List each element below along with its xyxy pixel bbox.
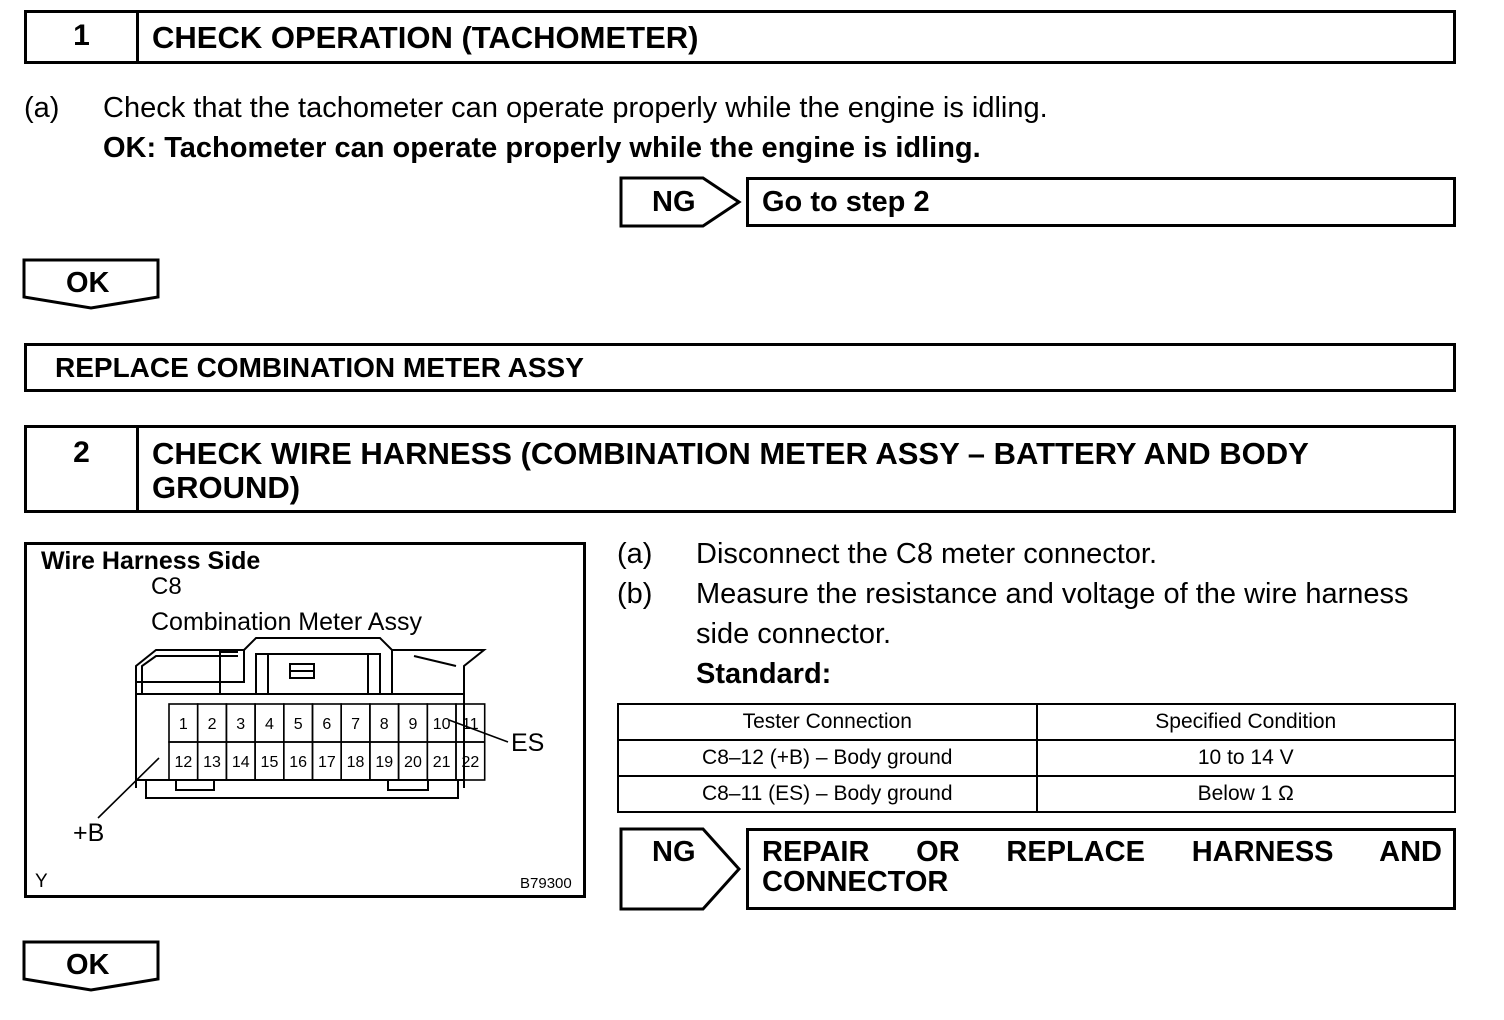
pin-number: 18 (346, 754, 365, 771)
pin-number: 4 (264, 716, 274, 733)
step1-ok-label: OK (66, 267, 110, 299)
step1-ng-action: Go to step 2 (762, 186, 930, 218)
pin-number: 17 (317, 754, 336, 771)
connector-name: Combination Meter Assy (151, 608, 422, 636)
table-row (618, 776, 1455, 812)
step2-title: CHECK WIRE HARNESS (COMBINATION METER ASSY – BATTERY AND BODY GROUND) (152, 436, 1309, 505)
pin-number: 1 (178, 716, 188, 733)
step1-title: CHECK OPERATION (TACHOMETER) (152, 20, 699, 55)
step2-ok-label: OK (66, 949, 110, 981)
pin-number: 10 (432, 716, 451, 733)
step2-item-b-marker: (b) (617, 578, 653, 610)
pin-number: 8 (379, 716, 389, 733)
pin-number: 15 (260, 754, 279, 771)
standard-label: Standard: (696, 658, 832, 690)
pin-number: 6 (322, 716, 332, 733)
spec-table (617, 703, 1456, 813)
pin-number: 7 (351, 716, 361, 733)
step2-item-a-marker: (a) (617, 538, 653, 570)
step2-number: 2 (27, 428, 139, 510)
pin-number: 13 (203, 754, 221, 771)
step2-ng-action-line2: CONNECTOR (762, 866, 949, 898)
pin-number: 9 (408, 716, 418, 733)
b-leader-line (98, 758, 159, 818)
pin-number: 14 (231, 754, 250, 771)
step1-item-a-text: Check that the tachometer can operate properly while the engine is idling. (103, 92, 1048, 124)
table-header-row (618, 704, 1455, 740)
figure-corner-code: Y (35, 871, 48, 892)
label-es: ES (511, 729, 545, 757)
pin-number: 12 (174, 754, 193, 771)
step1-result-box (24, 343, 1456, 392)
table-header-cell: Tester Connection (618, 704, 1037, 740)
step2-header (24, 425, 1456, 513)
table-row (618, 740, 1455, 776)
step1-ng-label: NG (652, 186, 696, 218)
step2-ng-action-line1: REPAIR OR REPLACE HARNESS AND (762, 836, 1442, 868)
connector-drawing (24, 542, 586, 898)
step2-item-b-text-line1: Measure the resistance and voltage of the wire harness (696, 578, 1409, 610)
pin-number: 11 (462, 716, 479, 733)
pin-number: 21 (432, 754, 451, 771)
step2-item-b-text-line2: side connector. (696, 618, 892, 650)
pin-number: 5 (293, 716, 303, 733)
pin-number: 2 (207, 716, 217, 733)
connector-id: C8 (151, 573, 182, 600)
table-header-cell: Specified Condition (1037, 704, 1456, 740)
table-cell: C8–11 (ES) – Body ground (618, 776, 1037, 812)
figure-id: B79300 (520, 875, 572, 892)
step1-header (24, 10, 1456, 64)
step1-item-a-marker: (a) (24, 92, 60, 124)
pin-number: 19 (375, 754, 394, 771)
step1-result-action: REPLACE COMBINATION METER ASSY (55, 352, 584, 383)
label-b: +B (73, 819, 105, 847)
step2-ng-label: NG (652, 836, 696, 868)
table-cell: C8–12 (+B) – Body ground (618, 740, 1037, 776)
table-cell: 10 to 14 V (1037, 740, 1456, 776)
pin-number: 22 (461, 754, 480, 771)
figure-heading: Wire Harness Side (41, 547, 261, 575)
pin-number: 20 (404, 754, 422, 771)
connector-figure (24, 542, 586, 898)
table-cell: Below 1 Ω (1037, 776, 1456, 812)
pin-number: 16 (289, 754, 308, 771)
pin-number: 3 (236, 716, 246, 733)
step1-ok-condition: OK: Tachometer can operate properly while the engine is idling. (103, 132, 981, 164)
step1-number: 1 (27, 13, 139, 61)
step2-item-a-text: Disconnect the C8 meter connector. (696, 538, 1158, 570)
